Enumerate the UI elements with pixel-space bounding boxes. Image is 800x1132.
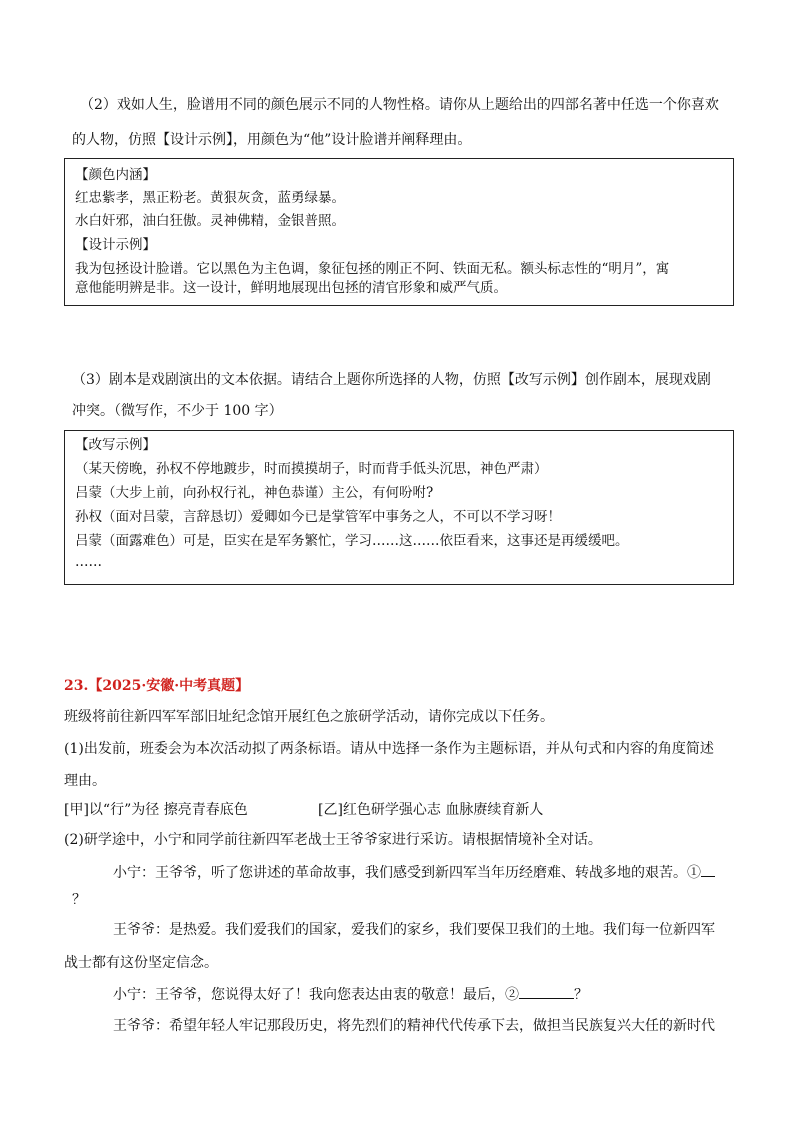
box-line: 水白奸邪，油白狂傲。灵神佛精，金银普照。: [75, 213, 345, 229]
box-line: 意他能明辨是非。这一设计，鲜明地展现出包拯的清官形象和威严气质。: [75, 280, 507, 296]
q3-prompt-line2: 冲突。（微写作，不少于 100 字）: [72, 403, 283, 419]
q2-reference-box: [64, 158, 734, 306]
box-line: 吕蒙（大步上前，向孙权行礼，神色恭谨）主公，有何吩咐?: [75, 485, 434, 501]
box-line: 孙权（面对吕蒙，言辞恳切）爱卿如今已是掌管军中事务之人，不可以不学习呀！: [75, 509, 561, 525]
dialogue-grandpa-2: 王爷爷：希望年轻人牢记那段历史，将先烈们的精神代代传承下去，做担当民族复兴大任的新时代: [113, 1018, 715, 1034]
dialogue-xiaoning-2: [113, 984, 588, 1005]
box-heading-color-meaning: 【颜色内涵】: [75, 167, 156, 183]
box-line: ……: [75, 554, 102, 570]
q2-prompt-line1: （2）戏如人生，脸谱用不同的颜色展示不同的人物性格。请你从上题给出的四部名著中任选一个你喜欢: [80, 97, 719, 113]
answer-blank-1[interactable]: [701, 862, 715, 877]
dialogue-text-end: ？: [574, 987, 588, 1003]
q23-task1-line2: 理由。: [64, 773, 106, 789]
dialogue-xiaoning-1: [113, 862, 715, 883]
box-line: （某天傍晚，孙权不停地踱步，时而摸摸胡子，时而背手低头沉思，神色严肃）: [75, 461, 548, 477]
box-heading-rewrite-example: 【改写示例】: [75, 437, 156, 453]
q2-prompt-line2: 的人物，仿照【设计示例】，用颜色为“他”设计脸谱并阐释理由。: [72, 132, 472, 148]
dialogue-text: 小宁：王爷爷，听了您讲述的革命故事，我们感受到新四军当年历经磨难、转战多地的艰苦。①: [113, 865, 701, 881]
answer-blank-2[interactable]: [519, 984, 574, 999]
q23-task2: (2)研学途中，小宁和同学前往新四军老战士王爷爷家进行采访。请根据情境补全对话。: [64, 832, 602, 848]
box-heading-design-example: 【设计示例】: [75, 237, 156, 253]
dialogue-xiaoning-1-end: ？: [72, 892, 86, 908]
dialogue-grandpa-1-end: 战士都有这份坚定信念。: [64, 955, 218, 971]
box-line: 我为包拯设计脸谱。它以黑色为主色调，象征包拯的刚正不阿、铁面无私。额头标志性的“明月”，寓: [75, 261, 670, 277]
dialogue-grandpa-1: 王爷爷：是热爱。我们爱我们的国家，爱我们的家乡，我们要保卫我们的土地。我们每一位新四军: [113, 922, 715, 938]
box-line: 红忠紫孝，黑正粉老。黄狠灰贪，蓝勇绿暴。: [75, 190, 345, 206]
box-line: 吕蒙（面露难色）可是，臣实在是军务繁忙，学习……这……依臣看来，这事还是再缓缓吧。: [75, 533, 629, 549]
slogan-b: [乙]红色研学强心志 血脉赓续育新人: [318, 802, 544, 818]
slogan-a: [甲]以“行”为径 擦亮青春底色: [64, 802, 248, 818]
dialogue-text: 小宁：王爷爷，您说得太好了！我向您表达由衷的敬意！最后，②: [113, 987, 519, 1003]
question-23-header: [64, 676, 249, 696]
q3-prompt-line1: （3）剧本是戏剧演出的文本依据。请结合上题你所选择的人物，仿照【改写示例】创作剧本，展现戏剧: [72, 372, 711, 388]
question-source: 【2025·安徽·中考真题】: [88, 678, 250, 694]
q23-intro: 班级将前往新四军军部旧址纪念馆开展红色之旅研学活动，请你完成以下任务。: [64, 709, 554, 725]
q23-task1-line1: (1)出发前，班委会为本次活动拟了两条标语。请从中选择一条作为主题标语，并从句式和内容的角度简述: [64, 741, 714, 757]
q3-reference-box: [64, 430, 734, 585]
question-number: 23.: [64, 678, 89, 694]
